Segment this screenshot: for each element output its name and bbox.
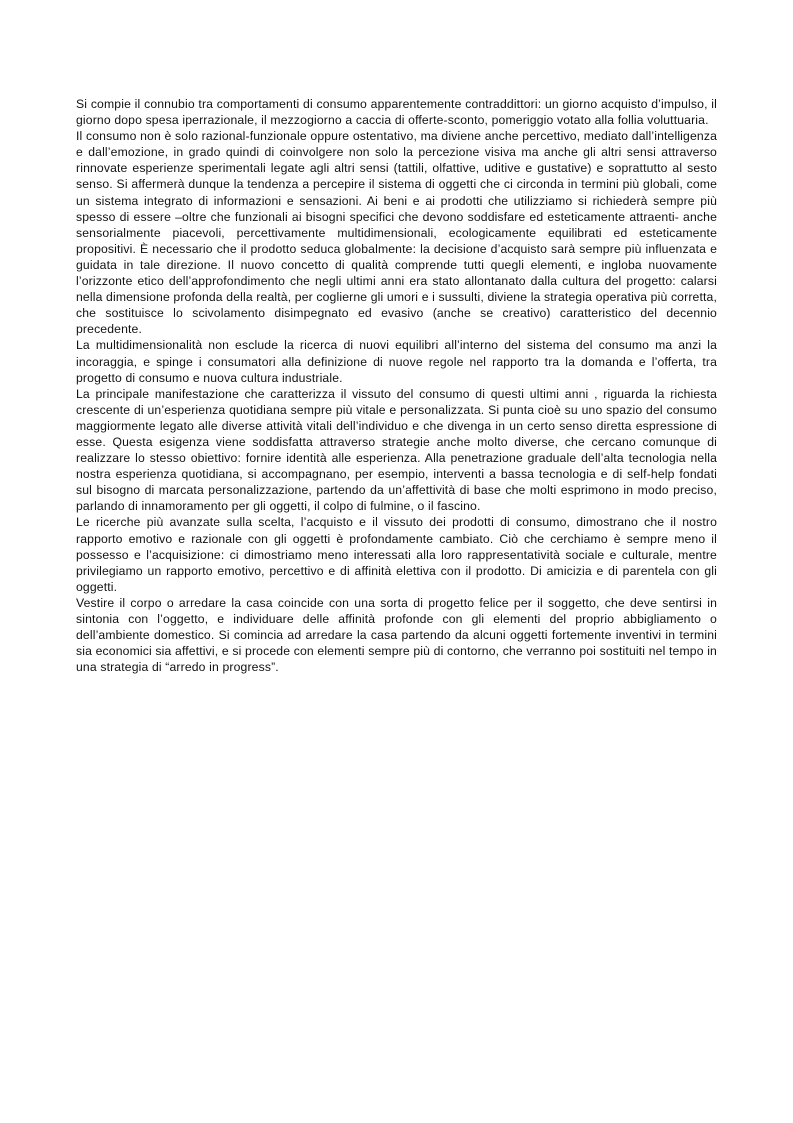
paragraph-perceptive-consumption: Il consumo non è solo razional-funzionale oppure ostentativo, ma diviene anche percettivo, mediato dall’intelligenza e dall’emozione, in grado quindi di coinvolgere non solo la percezione visiva ma anche gli altri sensi attraverso rinnovate esperienze sperimentali legate agli altri sensi (tattili, olfattive, uditive e gustative) e soprattutto al sesto senso. Si affermerà dunque la tendenza a percepire il sistema di oggetti che ci circonda in termini più globali, come un sistema integrato di informazioni e sensazioni. Ai beni e ai prodotti che utilizziamo si richiederà sempre più spesso di essere –oltre che funzionali ai bisogni specifici che devono soddisfare ed esteticamente attraenti- anche sensorialmente piacevoli, percettivamente multidimensionali, ecologicamente equilibrati ed esteticamente propositivi. È necessario che il prodotto seduca globalmente: la decisione d’acquisto sarà sempre più influenzata e guidata in tale direzione. Il nuovo concetto di qualità comprende tutti quegli elementi, e ingloba nuovamente l’orizzonte etico dell’approfondimento che negli ultimi anni era stato allontanato dalla cultura del progetto: calarsi nella dimensione profonda della realtà, per coglierne gli umori e i sussulti, diviene la strategia operativa più corretta, che sostituisce lo scivolamento disimpegnato ed evasivo (anche se creativo) caratteristico del decennio precedente. [76, 129, 717, 337]
paragraph-dressing-furnishing: Vestire il corpo o arredare la casa coincide con una sorta di progetto felice per il soggetto, che deve sentirsi in sintonia con l’oggetto, e individuare delle affinità profonde con gli elementi del proprio abbigliamento o dell’ambiente domestico. Si comincia ad arredare la casa partendo da alcuni oggetti fortemente inventivi in termini sia economici sia affettivi, e si procede con elementi sempre più di contorno, che verranno poi sostituiti nel tempo in una strategia di “arredo in progress”. [76, 595, 717, 675]
paragraph-consumption-contradictions: Si compie il connubio tra comportamenti di consumo apparentemente contraddittori: un giorno acquisto d’impulso, il giorno dopo spesa iperrazionale, il mezzogiorno a caccia di offerte-sconto, pomeriggio votato alla follia voluttuaria. [76, 97, 717, 128]
paragraph-multidimensionality: La multidimensionalità non esclude la ricerca di nuovi equilibri all’interno del sistema del consumo ma anzi la incoraggia, e spinge i consumatori alla definizione di nuove regole nel rapporto tra la domanda e l’offerta, tra progetto di consumo e nuova cultura industriale. [76, 338, 717, 385]
paragraph-personalized-experience: La principale manifestazione che caratterizza il vissuto del consumo di questi ultimi anni , riguarda la richiesta crescente di un’esperienza quotidiana sempre più vitale e personalizzata. Si punta cioè su uno spazio del consumo maggiormente legato alle diverse attività vitali dell’individuo e che divenga in un certo senso diretta espressione di esse. Questa esigenza viene soddisfatta attraverso strategie anche molto diverse, che cercano comunque di realizzare lo stesso obiettivo: fornire identità alle esperienza. Alla penetrazione graduale dell’alta tecnologia nella nostra esperienza quotidiana, si accompagnano, per esempio, interventi a bassa tecnologia e di self-help fondati sul bisogno di marcata personalizzazione, partendo da un’affettività di base che molti esprimono in modo preciso, parlando di innamoramento per gli oggetti, il colpo di fulmine, o il fascino. [76, 386, 717, 514]
document-page [76, 96, 717, 675]
paragraph-emotional-relationship: Le ricerche più avanzate sulla scelta, l’acquisto e il vissuto dei prodotti di consumo, dimostrano che il nostro rapporto emotivo e razionale con gli oggetti è profondamente cambiato. Ciò che cerchiamo è sempre meno il possesso e l’acquisizione: ci dimostriamo meno interessati alla loro rappresentatività sociale e culturale, mentre privilegiamo un rapporto emotivo, percettivo e di affinità elettiva con il prodotto. Di amicizia e di parentela con gli oggetti. [76, 515, 717, 594]
